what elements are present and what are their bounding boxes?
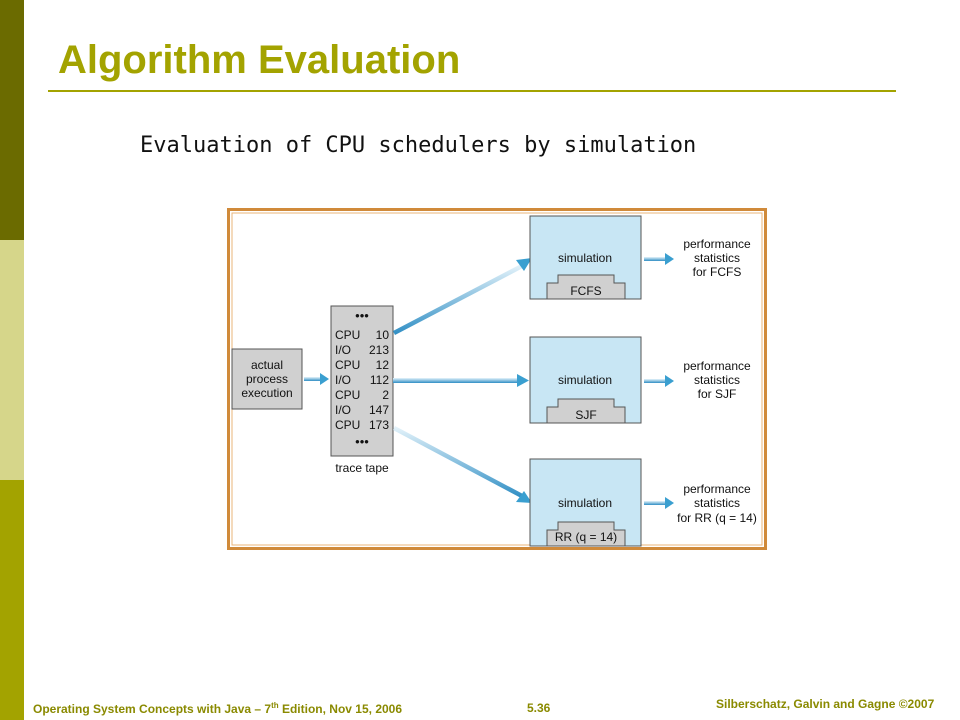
trace-value: 112 bbox=[369, 373, 389, 387]
footer-book-prefix: Operating System Concepts with Java – 7 bbox=[33, 702, 272, 716]
simulation-label: simulation bbox=[557, 251, 613, 265]
algorithm-label: SJF bbox=[575, 408, 597, 422]
trace-op: CPU bbox=[335, 388, 361, 402]
output-line: for FCFS bbox=[692, 265, 742, 279]
output-line: for RR (q = 14) bbox=[677, 511, 757, 525]
trace-tape-label: trace tape bbox=[335, 461, 389, 475]
source-line-3: execution bbox=[241, 386, 293, 400]
trace-value: 213 bbox=[368, 343, 389, 357]
actual-execution-box bbox=[232, 349, 302, 409]
simulation-box-fcfs bbox=[530, 216, 641, 299]
output-line: statistics bbox=[693, 496, 741, 510]
trace-value: 12 bbox=[375, 358, 389, 372]
trace-tape bbox=[331, 306, 393, 456]
trace-ellipsis-top: ••• bbox=[355, 308, 369, 323]
trace-ellipsis-bottom: ••• bbox=[355, 434, 369, 449]
trace-value: 10 bbox=[375, 328, 389, 342]
output-line: performance bbox=[683, 359, 751, 373]
trace-op: CPU bbox=[335, 328, 361, 342]
source-line-2: process bbox=[245, 372, 289, 386]
slide-subtitle: Evaluation of CPU schedulers by simulation bbox=[140, 133, 697, 158]
footer-book-suffix: Edition, Nov 15, 2006 bbox=[278, 702, 403, 716]
sidebar-band-bottom bbox=[0, 480, 24, 720]
simulation-label: simulation bbox=[557, 496, 613, 510]
slide-title: Algorithm Evaluation bbox=[58, 38, 461, 82]
footer-copyright: Silberschatz, Galvin and Gagne ©2007 bbox=[716, 697, 935, 711]
output-line: performance bbox=[683, 237, 751, 251]
output-line: statistics bbox=[693, 251, 741, 265]
trace-value: 2 bbox=[382, 388, 389, 402]
algorithm-label: FCFS bbox=[570, 284, 602, 298]
simulation-label: simulation bbox=[557, 373, 613, 387]
footer-book-title bbox=[33, 701, 402, 716]
algorithm-label: RR (q = 14) bbox=[554, 530, 618, 544]
trace-value: 173 bbox=[368, 418, 389, 432]
title-underline bbox=[48, 90, 896, 92]
sidebar-band-top bbox=[0, 0, 24, 240]
footer-edition-sup: th bbox=[271, 701, 279, 710]
footer-slide-number: 5.36 bbox=[527, 701, 551, 715]
trace-value: 147 bbox=[368, 403, 389, 417]
output-line: performance bbox=[683, 482, 751, 496]
output-line: for SJF bbox=[697, 387, 737, 401]
trace-op: CPU bbox=[335, 418, 361, 432]
output-line: statistics bbox=[693, 373, 741, 387]
simulation-diagram bbox=[227, 208, 767, 550]
trace-op: I/O bbox=[335, 403, 352, 417]
trace-op: CPU bbox=[335, 358, 361, 372]
source-line-1: actual bbox=[250, 358, 284, 372]
trace-op: I/O bbox=[335, 373, 352, 387]
trace-op: I/O bbox=[335, 343, 352, 357]
simulation-box-rr bbox=[530, 459, 641, 546]
sidebar-band-middle bbox=[0, 240, 24, 480]
simulation-box-sjf bbox=[530, 337, 641, 423]
